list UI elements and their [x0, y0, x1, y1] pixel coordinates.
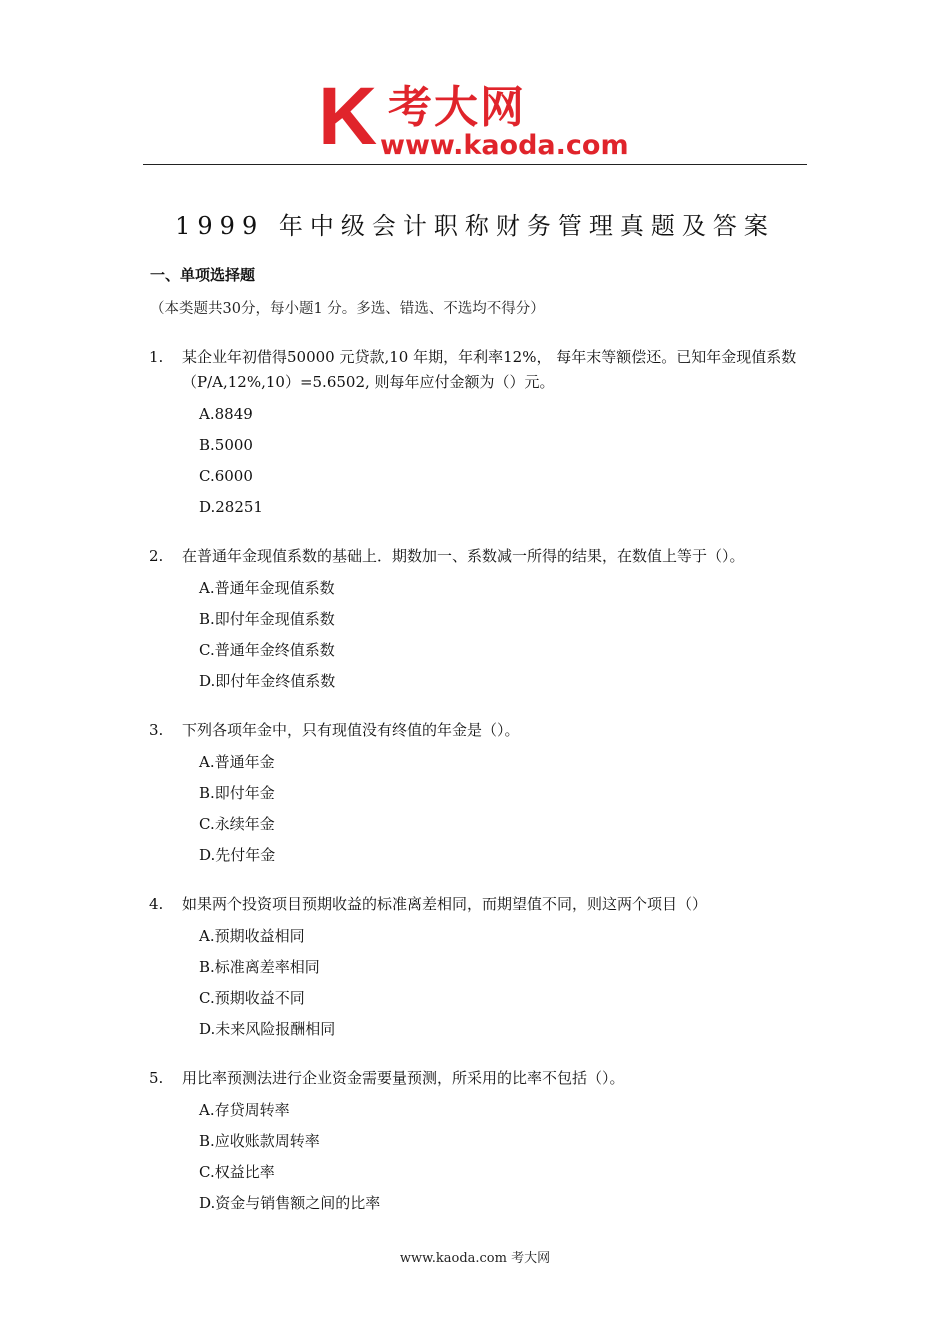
page-footer: www.kaoda.com 考大网 [399, 1251, 551, 1266]
option-d: D.未来风险报酬相同 [199, 1020, 336, 1038]
option-d: D.资金与销售额之间的比率 [199, 1194, 381, 1212]
question-4 [149, 892, 819, 1045]
question-5 [149, 1066, 819, 1219]
question-text: 下列各项年金中，只有现值没有终值的年金是（）。 [182, 721, 520, 739]
option-c: C.6000 [199, 467, 253, 485]
option-d: D.28251 [199, 498, 263, 516]
section-heading: 一、单项选择题 [150, 266, 256, 284]
option-b: B.即付年金 [199, 784, 275, 802]
option-a: A.普通年金现值系数 [199, 579, 335, 597]
question-number: 4. [149, 895, 164, 913]
section-note: （本类题共30分，每小题1 分。多选、错选、不选均不得分） [150, 301, 545, 317]
option-c: C.预期收益不同 [199, 989, 305, 1007]
question-text: 在普通年金现值系数的基础上．期数加一、系数减一所得的结果，在数值上等于（）。 [182, 547, 745, 565]
question-3 [149, 718, 819, 871]
question-number: 1. [149, 348, 164, 366]
option-b: B.即付年金现值系数 [199, 610, 335, 628]
option-d: D.先付年金 [199, 846, 276, 864]
question-number: 2. [149, 547, 164, 565]
question-2 [149, 544, 819, 697]
question-1 [149, 345, 819, 523]
option-b: B.应收账款周转率 [199, 1132, 320, 1150]
question-number: 5. [149, 1069, 164, 1087]
option-c: C.权益比率 [199, 1163, 275, 1181]
header-divider [143, 164, 807, 165]
logo-mark-k: K [318, 76, 378, 162]
option-b: B.5000 [199, 436, 253, 454]
logo-chinese-text: 考大网 [388, 82, 526, 133]
option-a: A.普通年金 [199, 753, 275, 771]
question-text: 如果两个投资项目预期收益的标准离差相同，而期望值不同，则这两个项目（） [182, 895, 708, 913]
option-a: A.存贷周转率 [199, 1101, 290, 1119]
document-title: 1999 年中级会计职称财务管理真题及答案 [175, 212, 775, 240]
option-c: C.普通年金终值系数 [199, 641, 335, 659]
question-number: 3. [149, 721, 164, 739]
option-b: B.标准离差率相同 [199, 958, 320, 976]
option-d: D.即付年金终值系数 [199, 672, 336, 690]
option-a: A.8849 [199, 405, 253, 423]
option-c: C.永续年金 [199, 815, 275, 833]
logo-url-text: www.kaoda.com [380, 130, 629, 161]
question-text: 某企业年初借得50000 元贷款,10 年期，年利率12%， 每年末等额偿还。已知年金现值系数（P/A,12%,10）=5.6502, 则每年应付金额为（）元。 [182, 348, 797, 391]
kaoda-logo [318, 76, 648, 162]
option-a: A.预期收益相同 [199, 927, 305, 945]
question-text: 用比率预测法进行企业资金需要量预测，所采用的比率不包括（）。 [182, 1069, 625, 1087]
